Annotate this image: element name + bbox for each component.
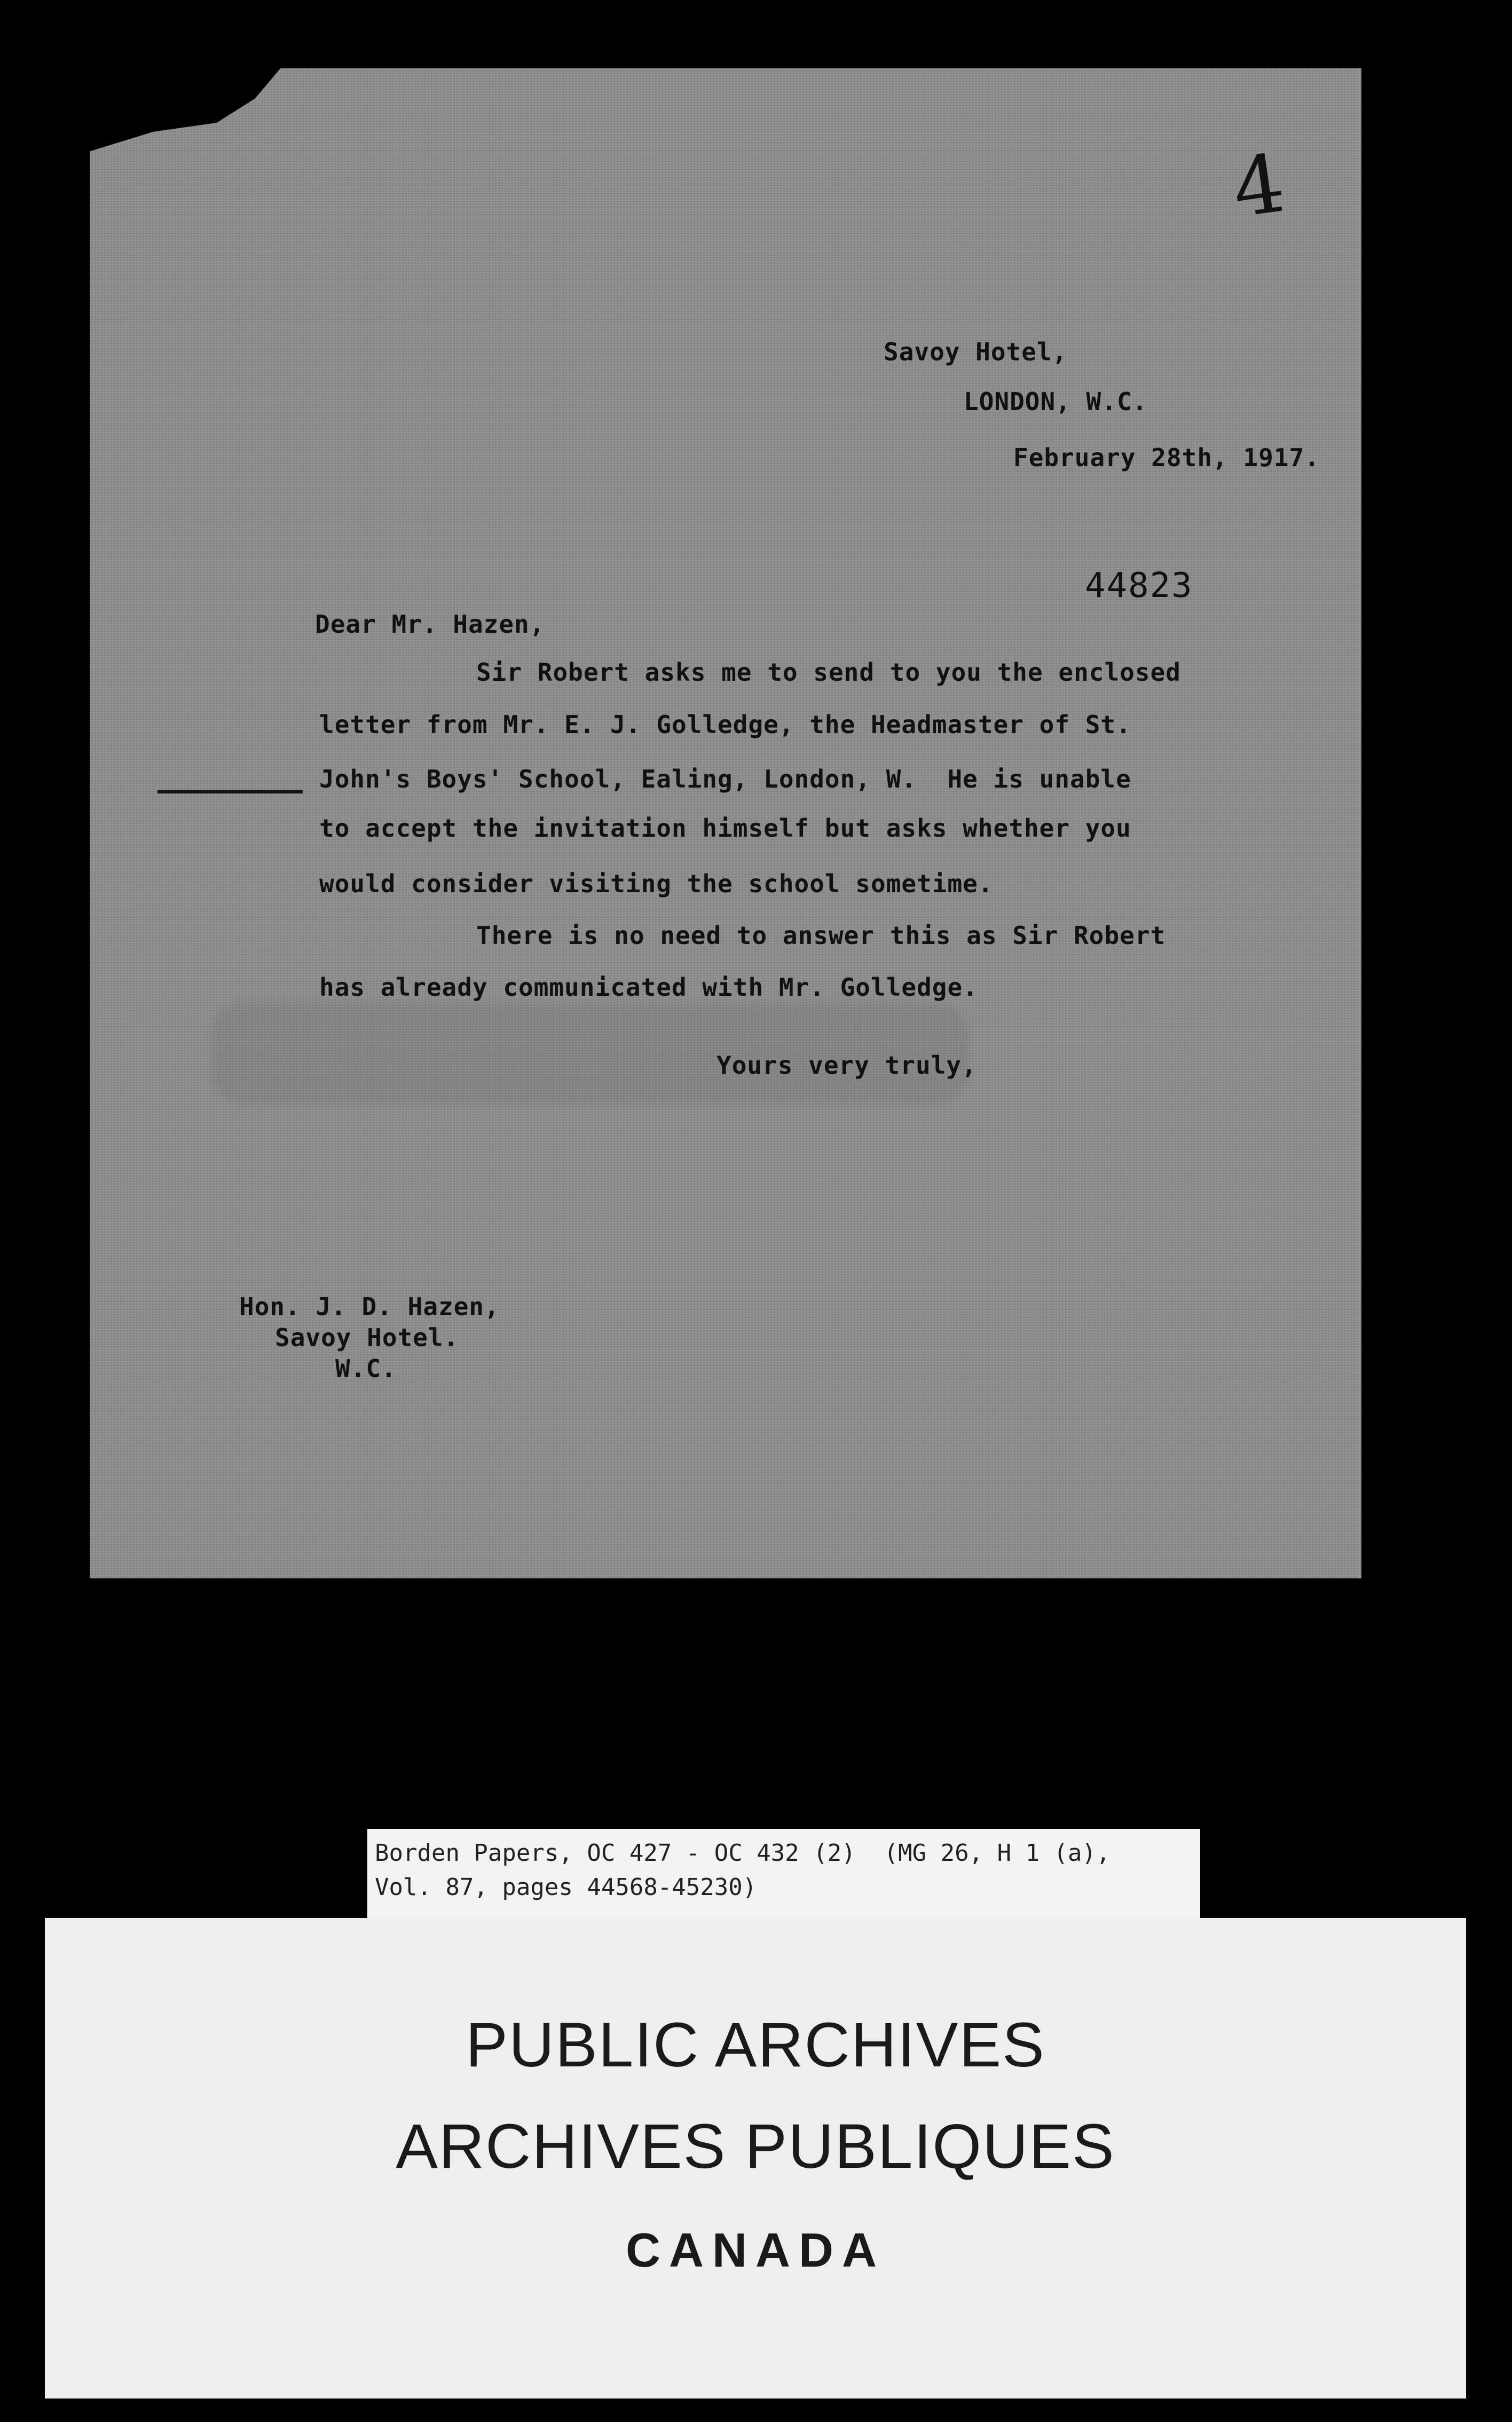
body-line: There is no need to answer this as Sir Robert — [476, 921, 1166, 950]
page-mark: 4 — [1227, 137, 1291, 236]
archives-card — [45, 1918, 1466, 2399]
citation-line: Vol. 87, pages 44568-45230) — [375, 1874, 757, 1901]
letter-date: February 28th, 1917. — [1013, 443, 1320, 472]
body-line: to accept the invitation himself but asks whether you — [319, 814, 1131, 843]
closing: Yours very truly, — [716, 1051, 977, 1080]
archives-line-french: ARCHIVES PUBLIQUES — [396, 2111, 1115, 2182]
body-line: John's Boys' School, Ealing, London, W. He is unable — [319, 765, 1131, 793]
body-line: has already communicated with Mr. Golledge. — [319, 973, 978, 1002]
address-line-city: LONDON, W.C. — [964, 387, 1148, 416]
archives-line-english: PUBLIC ARCHIVES — [466, 2010, 1045, 2080]
citation-line: Borden Papers, OC 427 - OC 432 (2) (MG 26, H 1 (a), — [375, 1839, 1111, 1867]
body-line: would consider visiting the school sometime. — [319, 869, 994, 898]
recipient-line: Hon. J. D. Hazen, — [239, 1292, 500, 1321]
recipient-line: Savoy Hotel. — [275, 1323, 459, 1352]
body-line: letter from Mr. E. J. Golledge, the Headmaster of St. — [319, 710, 1131, 739]
body-line: Sir Robert asks me to send to you the enclosed — [476, 658, 1181, 687]
salutation: Dear Mr. Hazen, — [315, 610, 545, 639]
address-line-hotel: Savoy Hotel, — [884, 337, 1068, 366]
archives-line-country: CANADA — [626, 2224, 885, 2277]
reference-number: 44823 — [1085, 566, 1193, 606]
margin-rule — [158, 790, 303, 793]
recipient-line: W.C. — [335, 1354, 397, 1383]
